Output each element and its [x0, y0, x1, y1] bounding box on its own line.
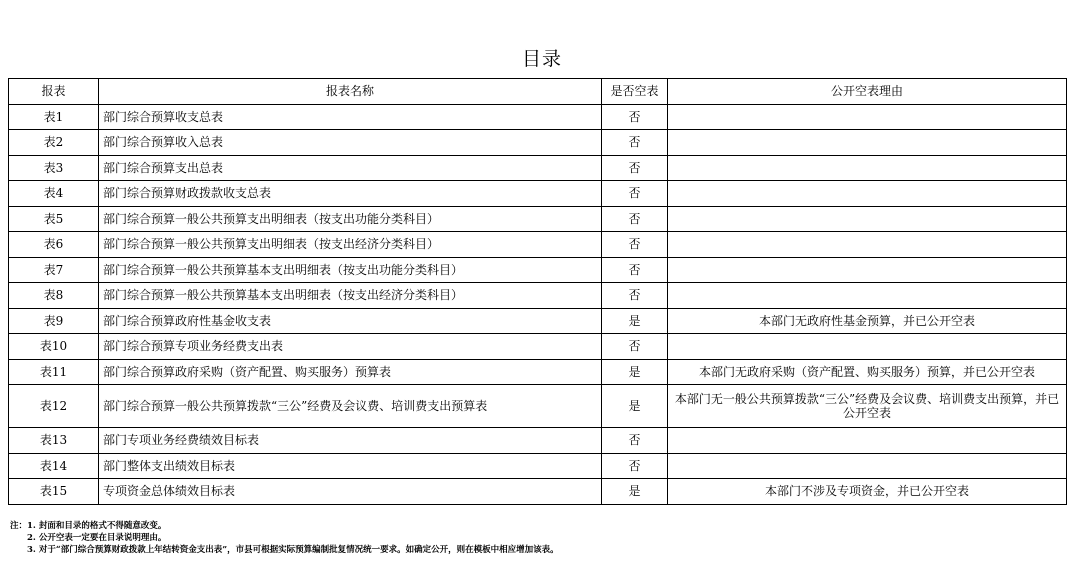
- is-empty-cell: 否: [602, 334, 668, 360]
- reason-cell: [668, 130, 1067, 156]
- is-empty-cell: 否: [602, 104, 668, 130]
- table-name-cell: 部门综合预算专项业务经费支出表: [99, 334, 602, 360]
- table-id-cell: 表11: [9, 359, 99, 385]
- footnote-1: 注：1. 封面和目录的格式不得随意改变。: [10, 521, 167, 531]
- table-name-cell: 部门综合预算一般公共预算基本支出明细表（按支出功能分类科目）: [99, 257, 602, 283]
- table-id-cell: 表13: [9, 428, 99, 454]
- table-name-cell: 部门专项业务经费绩效目标表: [99, 428, 602, 454]
- reason-cell: [668, 104, 1067, 130]
- table-id-cell: 表3: [9, 155, 99, 181]
- table-row: [9, 181, 1067, 207]
- is-empty-cell: 否: [602, 283, 668, 309]
- is-empty-cell: 否: [602, 206, 668, 232]
- table-id-cell: 表14: [9, 453, 99, 479]
- reason-cell: 本部门无政府性基金预算，并已公开空表: [668, 308, 1067, 334]
- table-row: [9, 334, 1067, 360]
- table-name-cell: 部门综合预算收入总表: [99, 130, 602, 156]
- header-table: 报表: [9, 79, 99, 105]
- is-empty-cell: 否: [602, 232, 668, 258]
- reason-cell: [668, 257, 1067, 283]
- table-name-cell: 部门综合预算一般公共预算拨款“三公”经费及会议费、培训费支出预算表: [99, 385, 602, 428]
- table-row: [9, 206, 1067, 232]
- table-header-row: [9, 79, 1067, 105]
- is-empty-cell: 否: [602, 130, 668, 156]
- reason-cell: [668, 283, 1067, 309]
- header-name: 报表名称: [99, 79, 602, 105]
- table-id-cell: 表9: [9, 308, 99, 334]
- reason-cell: [668, 453, 1067, 479]
- table-row: [9, 130, 1067, 156]
- table-id-cell: 表2: [9, 130, 99, 156]
- table-row: [9, 232, 1067, 258]
- table-row: [9, 283, 1067, 309]
- table-name-cell: 部门综合预算财政拨款收支总表: [99, 181, 602, 207]
- reason-cell: [668, 334, 1067, 360]
- table-row: [9, 155, 1067, 181]
- table-id-cell: 表4: [9, 181, 99, 207]
- table-id-cell: 表1: [9, 104, 99, 130]
- page-title: 目录: [521, 48, 562, 70]
- table-name-cell: 部门综合预算一般公共预算支出明细表（按支出功能分类科目）: [99, 206, 602, 232]
- reason-cell: 本部门无一般公共预算拨款“三公”经费及会议费、培训费支出预算，并已公开空表: [668, 385, 1067, 428]
- table-row: [9, 257, 1067, 283]
- is-empty-cell: 是: [602, 385, 668, 428]
- is-empty-cell: 否: [602, 155, 668, 181]
- table-id-cell: 表7: [9, 257, 99, 283]
- table-row: [9, 359, 1067, 385]
- is-empty-cell: 否: [602, 428, 668, 454]
- table-row: [9, 104, 1067, 130]
- is-empty-cell: 否: [602, 181, 668, 207]
- is-empty-cell: 否: [602, 257, 668, 283]
- table-row: [9, 479, 1067, 505]
- table-name-cell: 部门综合预算政府采购（资产配置、购买服务）预算表: [99, 359, 602, 385]
- header-reason: 公开空表理由: [668, 79, 1067, 105]
- table-name-cell: 部门综合预算支出总表: [99, 155, 602, 181]
- table-id-cell: 表6: [9, 232, 99, 258]
- reason-cell: [668, 206, 1067, 232]
- table-name-cell: 专项资金总体绩效目标表: [99, 479, 602, 505]
- is-empty-cell: 是: [602, 479, 668, 505]
- reason-cell: [668, 232, 1067, 258]
- table-name-cell: 部门综合预算政府性基金收支表: [99, 308, 602, 334]
- reason-cell: 本部门不涉及专项资金，并已公开空表: [668, 479, 1067, 505]
- is-empty-cell: 否: [602, 453, 668, 479]
- table-name-cell: 部门综合预算一般公共预算支出明细表（按支出经济分类科目）: [99, 232, 602, 258]
- table-id-cell: 表15: [9, 479, 99, 505]
- is-empty-cell: 是: [602, 359, 668, 385]
- footnote-2: 2. 公开空表一定要在目录说明理由。: [27, 533, 167, 543]
- reason-cell: [668, 181, 1067, 207]
- table-row: [9, 453, 1067, 479]
- reason-cell: [668, 155, 1067, 181]
- table-row: [9, 428, 1067, 454]
- table-id-cell: 表12: [9, 385, 99, 428]
- table-id-cell: 表5: [9, 206, 99, 232]
- table-name-cell: 部门整体支出绩效目标表: [99, 453, 602, 479]
- reason-cell: 本部门无政府采购（资产配置、购买服务）预算，并已公开空表: [668, 359, 1067, 385]
- reason-cell: [668, 428, 1067, 454]
- header-is-empty: 是否空表: [602, 79, 668, 105]
- footnotes: [10, 520, 559, 556]
- is-empty-cell: 是: [602, 308, 668, 334]
- table-name-cell: 部门综合预算一般公共预算基本支出明细表（按支出经济分类科目）: [99, 283, 602, 309]
- footnote-3: 3. 对于“部门综合预算财政拨款上年结转资金支出表”，市县可根据实际预算编制批复情况统一要求。如确定公开，则在模板中相应增加该表。: [27, 545, 559, 555]
- table-id-cell: 表8: [9, 283, 99, 309]
- table-name-cell: 部门综合预算收支总表: [99, 104, 602, 130]
- table-row: [9, 308, 1067, 334]
- table-id-cell: 表10: [9, 334, 99, 360]
- catalog-table: [8, 78, 1067, 505]
- table-row: [9, 385, 1067, 428]
